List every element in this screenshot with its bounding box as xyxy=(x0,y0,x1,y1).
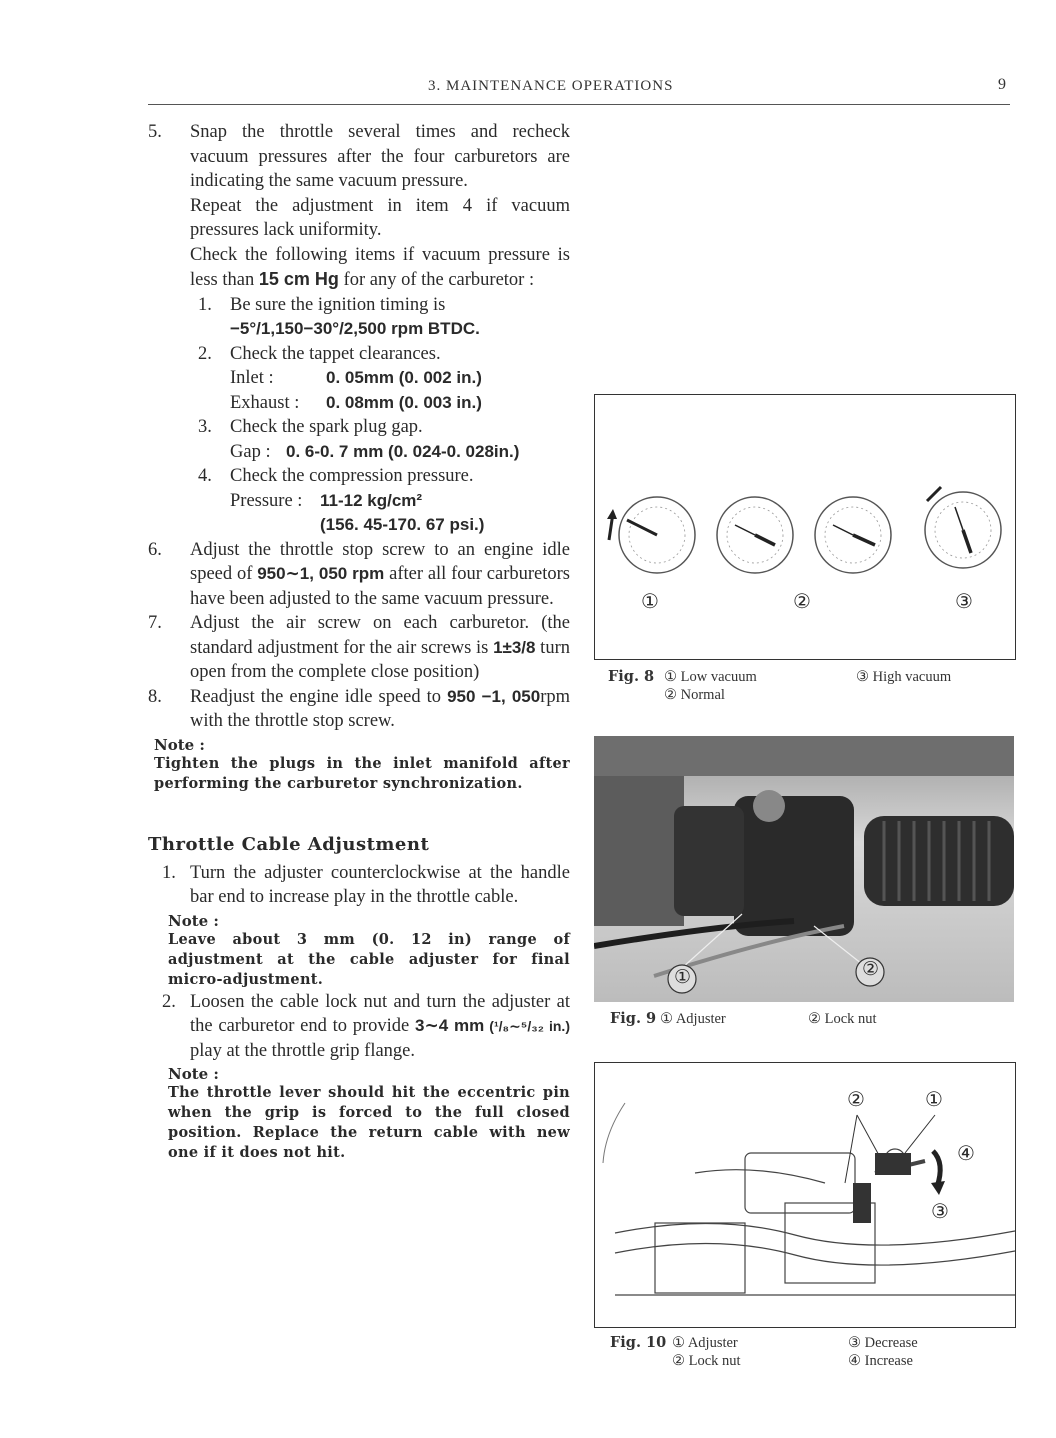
fig-8-gauges xyxy=(594,394,1016,660)
handlebar-photo-illustration xyxy=(594,736,1014,1002)
page-number: 9 xyxy=(998,76,1006,93)
gauge-high-vacuum xyxy=(925,487,1001,568)
text-run: rpm with the throttle stop screw. xyxy=(190,686,570,731)
gauge-normal-1 xyxy=(717,497,793,573)
pressure-label: Pressure : xyxy=(230,490,303,511)
step-number: 5. xyxy=(148,122,162,142)
header-title: 3. MAINTENANCE OPERATIONS xyxy=(428,78,674,94)
marker-1: ① xyxy=(925,1089,943,1111)
check-4 xyxy=(148,464,570,538)
caption-item: ① Adjuster xyxy=(672,1335,738,1351)
check-number: 3. xyxy=(198,417,212,437)
page-header xyxy=(148,76,1010,105)
gauge-illustration xyxy=(595,395,1015,659)
text-run: after all four carburetors have been adjusted to the same vacuum pressure. xyxy=(190,564,570,609)
spec-value: 950 −1, 050 xyxy=(447,686,541,706)
check-label: Check the spark plug gap. xyxy=(230,417,423,437)
caption-item: ② Lock nut xyxy=(808,1011,877,1027)
fig-label: Fig. 10 xyxy=(610,1334,667,1351)
step-8 xyxy=(148,685,570,734)
spec-value: 0. 08mm (0. 003 in.) xyxy=(326,392,482,412)
spec-value: 0. 6-0. 7 mm (0. 024-0. 028in.) xyxy=(286,441,520,461)
marker-2: ② xyxy=(862,959,880,980)
check-number: 4. xyxy=(198,466,212,486)
inlet-label: Inlet : xyxy=(230,368,274,388)
note-title: Note : xyxy=(168,911,219,930)
check-number: 1. xyxy=(198,294,212,315)
gap-label: Gap : xyxy=(230,441,271,462)
marker-4: ④ xyxy=(957,1143,975,1165)
spec-value: −5°/1,150−30°/2,500 rpm BTDC. xyxy=(230,319,480,338)
text-run: Readjust the engine idle speed to xyxy=(190,686,448,707)
check-label: Be sure the ignition timing is xyxy=(230,294,446,315)
note-3 xyxy=(168,1065,570,1163)
step-number: 7. xyxy=(148,613,162,633)
gauge-normal-2 xyxy=(815,497,891,573)
check-label: Check the compression pressure. xyxy=(230,466,474,486)
spec-value: 3∼4 mm xyxy=(415,1016,485,1035)
fig-9-photo xyxy=(594,736,1014,1002)
text-run: Adjust the air screw on each carburetor. (the standard adjustment for the air screws is xyxy=(190,613,570,658)
text-run: Adjust the throttle stop screw to an engine idle speed of xyxy=(190,539,570,584)
caption-item: ② Normal xyxy=(664,687,725,703)
caption-item: ① Adjuster xyxy=(660,1011,726,1027)
check-1 xyxy=(148,293,570,342)
caption-item: ③ Decrease xyxy=(848,1335,918,1351)
note-title: Note : xyxy=(168,1065,219,1083)
marker-3: ③ xyxy=(955,591,973,613)
inlet-row xyxy=(230,366,570,391)
marker-3: ③ xyxy=(931,1201,949,1223)
marker-1: ① xyxy=(641,591,659,613)
step-6 xyxy=(148,538,570,612)
fig-label: Fig. 8 xyxy=(608,668,655,685)
text-run: for any of the carburetor : xyxy=(338,270,535,290)
carburetor-illustration xyxy=(595,1063,1015,1327)
exhaust-row xyxy=(230,391,570,416)
throttle-step-1 xyxy=(148,861,570,910)
spec-value: (156. 45-170. 67 psi.) xyxy=(320,515,485,534)
step-text xyxy=(190,243,570,293)
text-run: Loosen the cable lock nut and turn the adjuster at the carburetor end to provide xyxy=(190,991,570,1036)
fig-label: Fig. 9 xyxy=(610,1010,657,1027)
marker-2: ② xyxy=(793,591,811,613)
note-title: Note : xyxy=(154,735,205,754)
text-run: play at the throttle grip flange. xyxy=(190,1040,416,1061)
step-number: 8. xyxy=(148,686,162,707)
marker-1: ① xyxy=(674,967,692,988)
section-title: Throttle Cable Adjustment xyxy=(148,833,430,855)
note-text: The throttle lever should hit the eccentric pin when the grip is forced to the full closed position. Replace the return cable with new one if it does not hit. xyxy=(168,1084,570,1161)
exhaust-label: Exhaust : xyxy=(230,392,300,413)
step-text: Turn the adjuster counterclockwise at the handle bar end to increase play in the throttle cable. xyxy=(190,862,570,907)
check-number: 2. xyxy=(198,343,212,364)
left-column xyxy=(148,120,570,1163)
note-2 xyxy=(168,912,570,990)
caption-item: ① Low vacuum xyxy=(664,669,757,685)
note-text: Leave about 3 mm (0. 12 in) range of adjustment at the cable adjuster for final micro-adjustment. xyxy=(168,930,570,988)
check-3 xyxy=(148,415,570,464)
pressure-row xyxy=(230,489,570,514)
text-run: turn open from the complete close position) xyxy=(190,637,570,682)
spec-value: 15 cm Hg xyxy=(258,269,339,289)
spec-value: (¹/₈∼⁵/₃₂ in.) xyxy=(484,1018,570,1034)
check-2 xyxy=(148,342,570,416)
check-label: Check the tappet clearances. xyxy=(230,343,441,364)
fig-9-caption xyxy=(610,1010,1010,1028)
step-7 xyxy=(148,611,570,685)
spec-value: 950∼1, 050 rpm xyxy=(257,564,385,583)
spec-value: 0. 05mm (0. 002 in.) xyxy=(326,368,482,387)
gauge-low-vacuum xyxy=(607,497,695,573)
fig-8-caption xyxy=(608,668,1008,703)
caption-item: ③ High vacuum xyxy=(856,669,952,685)
spec-value: 1±3/8 xyxy=(493,637,536,657)
caption-item: ④ Increase xyxy=(848,1353,913,1369)
text-run: Check the following items if vacuum pressure is less than xyxy=(190,244,570,290)
note-text: Tighten the plugs in the inlet manifold after performing the carburetor synchronization. xyxy=(154,754,570,792)
fig-10-carburetor xyxy=(594,1062,1016,1328)
step-number: 1. xyxy=(162,862,176,883)
throttle-step-2 xyxy=(148,990,570,1064)
step-text: Snap the throttle several times and recheck vacuum pressures after the four carburetors are indicating the same vacuum pressure. xyxy=(190,122,570,191)
spec-value: 11-12 kg/cm² xyxy=(320,490,423,510)
step-5 xyxy=(148,120,570,293)
step-text: Repeat the adjustment in item 4 if vacuum pressures lack uniformity. xyxy=(190,195,570,240)
step-number: 2. xyxy=(162,991,176,1012)
marker-2: ② xyxy=(847,1089,865,1111)
step-number: 6. xyxy=(148,539,162,560)
caption-item: ② Lock nut xyxy=(672,1353,741,1369)
gap-row xyxy=(230,440,570,465)
note-1 xyxy=(154,736,570,794)
fig-10-caption xyxy=(610,1334,1010,1369)
